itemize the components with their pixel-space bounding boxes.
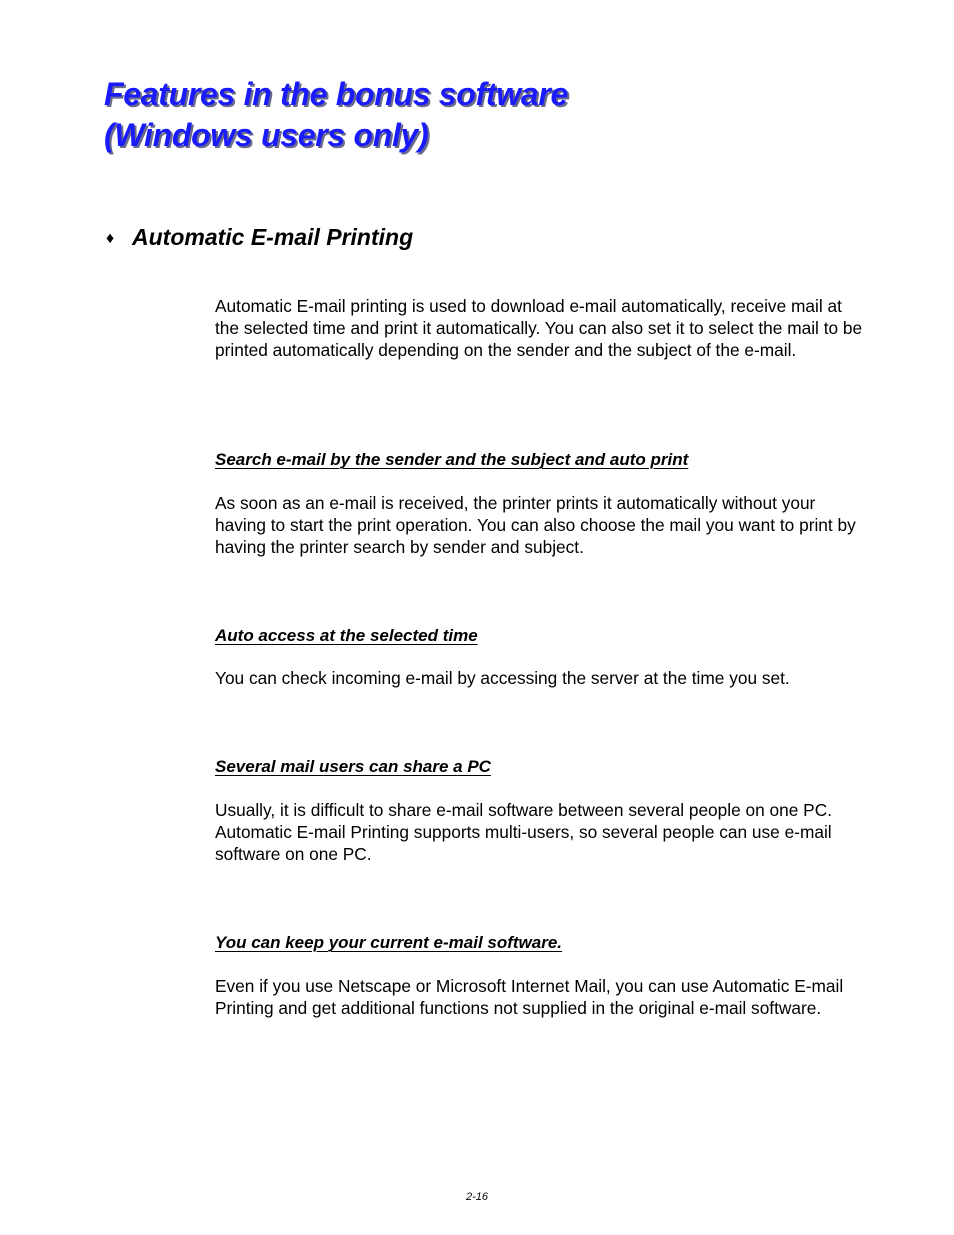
feature-block-3 bbox=[215, 756, 865, 778]
feature-paragraph: As soon as an e-mail is received, the printer prints it automatically without your having to start the print operation. You can also choose the mail you want to print by having the printer search by sender and subject. bbox=[215, 493, 856, 557]
diamond-bullet-icon: ♦ bbox=[106, 230, 115, 247]
page-title-line-2: (Windows users only) bbox=[104, 117, 429, 153]
section-heading bbox=[106, 222, 413, 254]
page-title-line-1: Features in the bonus software bbox=[104, 76, 568, 112]
section-heading-text: Automatic E-mail Printing bbox=[132, 224, 414, 250]
feature-heading: You can keep your current e-mail software. bbox=[215, 933, 563, 952]
feature-paragraph: Usually, it is difficult to share e-mail software between several people on one PC. Automatic E-mail Printing supports multi-users, so several people can use e-mail software on one PC. bbox=[215, 800, 832, 864]
page-number: 2-16 bbox=[465, 1191, 489, 1203]
feature-heading: Search e-mail by the sender and the subject and auto print bbox=[215, 450, 689, 469]
feature-heading: Several mail users can share a PC bbox=[215, 757, 491, 776]
feature-text-block-2 bbox=[215, 668, 865, 690]
feature-text-block-1 bbox=[215, 493, 865, 558]
feature-block-1 bbox=[215, 449, 865, 471]
feature-text-block-4 bbox=[215, 976, 865, 1020]
feature-text-block-3 bbox=[215, 800, 865, 865]
intro-block bbox=[215, 296, 865, 361]
page-title bbox=[104, 74, 864, 156]
feature-paragraph: Even if you use Netscape or Microsoft Internet Mail, you can use Automatic E-mail Printing and get additional functions not supplied in the original e-mail software. bbox=[215, 976, 844, 1018]
feature-block-4 bbox=[215, 932, 865, 954]
intro-paragraph: Automatic E-mail printing is used to download e-mail automatically, receive mail at the selected time and print it automatically. You can also set it to select the mail to be printed automatically depending on the sender and the subject of the e-mail. bbox=[215, 296, 863, 360]
feature-heading: Auto access at the selected time bbox=[215, 626, 478, 645]
feature-block-2 bbox=[215, 625, 865, 647]
feature-paragraph: You can check incoming e-mail by accessing the server at the time you set. bbox=[215, 668, 790, 688]
